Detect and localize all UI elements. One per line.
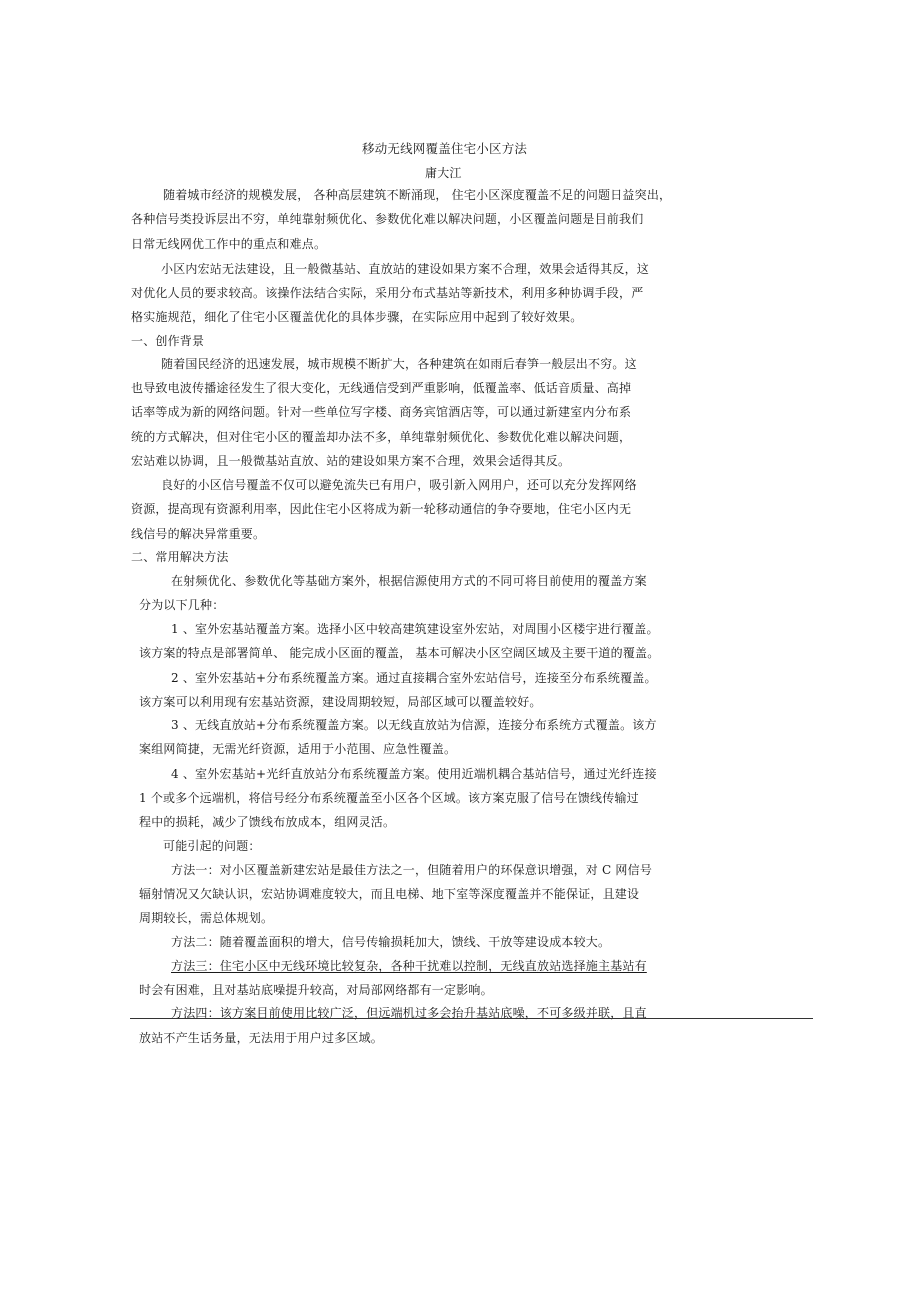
list-item-line: 程中的损耗，减少了馈线布放成本，组网灵活。 xyxy=(139,815,396,829)
paragraph-line: 在射频优化、参数优化等基础方案外，根据信源使用方式的不同可将目前使用的覆盖方案 xyxy=(171,574,647,588)
paragraph-line: 小区内宏站无法建设，且一般微基站、直放站的建设如果方案不合理，效果会适得其反，这 xyxy=(161,262,650,276)
paragraph-line: 统的方式解决，但对住宅小区的覆盖却办法不多，单纯靠射频优化、参数优化难以解决问题， xyxy=(131,430,632,444)
paragraph-line: 周期较长，需总体规划。 xyxy=(139,911,274,925)
document-author: 庸大江 xyxy=(425,166,462,180)
paragraph-line: 随着国民经济的迅速发展，城市规模不断扩大，各种建筑在如雨后春笋一般层出不穷。这 xyxy=(161,357,637,371)
paragraph-line: 宏站难以协调，且一般微基站直放、站的建设如果方案不合理，效果会适得其反。 xyxy=(131,454,571,468)
paragraph-line: 线信号的解决异常重要。 xyxy=(131,527,266,541)
list-item-line: 案组网简捷，无需光纤资源，适用于小范围、应急性覆盖。 xyxy=(139,742,457,756)
document-title: 移动无线网覆盖住宅小区方法 xyxy=(362,141,528,156)
paragraph-line: 辐射情况又欠缺认识，宏站协调难度较大，而且电梯、地下室等深度覆盖并不能保证，且建设 xyxy=(139,887,640,901)
paragraph-line: 时会有困难，且对基站底噪提升较高，对局部网络都有一定影响。 xyxy=(139,983,493,997)
paragraph-line: 方法四：该方案目前使用比较广泛，但远端机过多会抬升基站底噪，不可多级并联，且直 xyxy=(171,1006,647,1020)
list-item-line: 1 、室外宏基站覆盖方案。选择小区中较高建筑建设室外宏站，对周围小区楼宇进行覆盖。 xyxy=(171,622,659,636)
paragraph-line: 可能引起的问题： xyxy=(163,839,261,853)
paragraph-line: 良好的小区信号覆盖不仅可以避免流失已有用户，吸引新入网用户，还可以充分发挥网络 xyxy=(161,478,637,492)
paragraph-line: 话率等成为新的网络问题。针对一些单位写字楼、商务宾馆酒店等，可以通过新建室内分布系 xyxy=(131,405,632,419)
list-item-line: 2 、室外宏基站+分布系统覆盖方案。通过直接耦合室外宏站信号，连接至分布系统覆盖。 xyxy=(171,671,657,685)
paragraph-line: 对优化人员的要求较高。该操作法结合实际，采用分布式基站等新技术，利用多种协调手段，严 xyxy=(131,286,644,300)
horizontal-rule xyxy=(130,1018,813,1019)
list-item-line: 4 、室外宏基站+光纤直放站分布系统覆盖方案。使用近端机耦合基站信号，通过光纤连接 xyxy=(171,767,657,781)
paragraph-line: 方法二：随着覆盖面积的增大，信号传输损耗加大，馈线、干放等建设成本较大。 xyxy=(171,935,611,949)
list-item-line: 该方案的特点是部署简单、 能完成小区面的覆盖， 基本可解决小区空阔区域及主要干道的覆盖。 xyxy=(139,646,660,660)
paragraph-line: 资源，提高现有资源利用率，因此住宅小区将成为新一轮移动通信的争夺要地，住宅小区内无 xyxy=(131,502,632,516)
paragraph-line: 也导致电波传播途径发生了很大变化，无线通信受到严重影响，低覆盖率、低话音质量、高掉 xyxy=(131,381,632,395)
paragraph-line: 日常无线网优工作中的重点和难点。 xyxy=(131,237,327,251)
list-item-line: 3 、无线直放站+分布系统覆盖方案。以无线直放站为信源，连接分布系统方式覆盖。该方 xyxy=(171,718,657,732)
list-item-line: 该方案可以利用现有宏基站资源，建设周期较短，局部区域可以覆盖较好。 xyxy=(139,695,542,709)
paragraph-line: 格实施规范，细化了住宅小区覆盖优化的具体步骤，在实际应用中起到了较好效果。 xyxy=(131,310,583,324)
list-item-line: 1 个或多个远端机，将信号经分布系统覆盖至小区各个区域。该方案克服了信号在馈线传输过 xyxy=(139,791,639,805)
paragraph-line: 方法一：对小区覆盖新建宏站是最佳方法之一，但随着用户的环保意识增强，对 C 网信号 xyxy=(171,863,653,877)
paragraph-line: 分为以下几种： xyxy=(139,598,225,612)
paragraph-line: 随着城市经济的规模发展， 各种高层建筑不断涌现， 住宅小区深度覆盖不足的问题日益突出， xyxy=(163,188,672,202)
section-heading: 二、常用解决方法 xyxy=(131,550,229,564)
paragraph-line: 各种信号类投诉层出不穷，单纯靠射频优化、参数优化难以解决问题，小区覆盖问题是目前我们 xyxy=(131,212,644,226)
section-heading: 一、创作背景 xyxy=(131,334,205,348)
paragraph-line-underlined: 方法三：住宅小区中无线环境比较复杂，各种干扰难以控制，无线直放站选择施主基站有 xyxy=(171,959,647,973)
paragraph-line: 放站不产生话务量，无法用于用户过多区域。 xyxy=(139,1031,384,1045)
